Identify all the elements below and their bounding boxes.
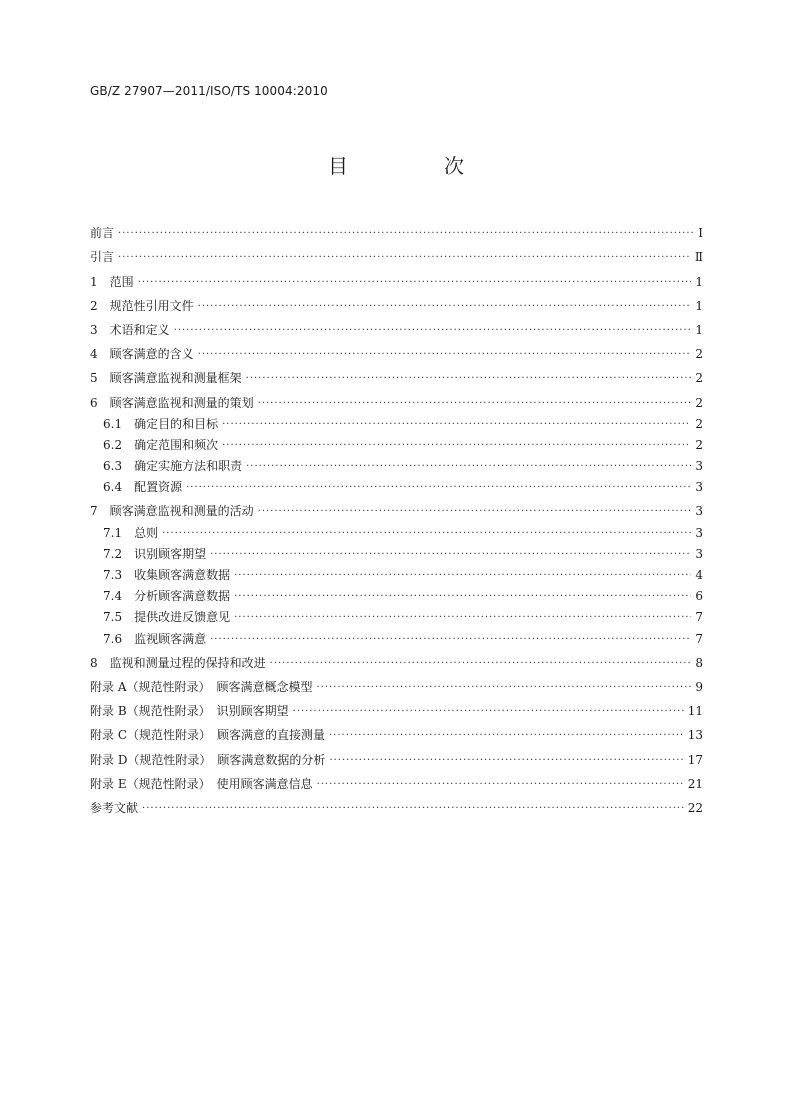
toc-entry[interactable] bbox=[90, 791, 703, 815]
toc-entry-label: 7.3 收集顾客满意数据 bbox=[103, 568, 231, 582]
toc-leader-dots bbox=[210, 634, 691, 646]
toc-entry[interactable] bbox=[90, 603, 703, 624]
toc-entry[interactable] bbox=[90, 670, 703, 694]
toc-entry[interactable] bbox=[90, 742, 703, 766]
toc-leader-dots bbox=[118, 228, 694, 240]
toc-entry-label: 7.6 监视顾客满意 bbox=[103, 631, 207, 646]
toc-entry-page: 7 bbox=[695, 610, 703, 625]
toc-entry-page: 2 bbox=[695, 371, 703, 386]
toc-entry-label: 6.1 确定目的和目标 bbox=[103, 416, 219, 431]
toc-leader-dots bbox=[246, 461, 691, 473]
toc-leader-dots bbox=[329, 730, 684, 742]
toc-leader-dots bbox=[142, 803, 684, 815]
toc-entry-page: 21 bbox=[687, 776, 703, 791]
toc-entry-label: 7 顾客满意监视和测量的活动 bbox=[90, 504, 254, 519]
toc-entry-page: 3 bbox=[695, 525, 703, 540]
toc-entry-page: 2 bbox=[695, 437, 703, 452]
toc-entry-label: 8 监视和测量过程的保持和改进 bbox=[90, 655, 266, 670]
toc-entry-page: Ⅱ bbox=[694, 250, 703, 265]
toc-entry-page: 4 bbox=[695, 568, 703, 582]
toc-entry[interactable] bbox=[90, 240, 703, 264]
toc-entry-page: 17 bbox=[687, 752, 703, 767]
toc-entry-page: 1 bbox=[695, 322, 703, 337]
toc-entry-page: 2 bbox=[695, 347, 703, 362]
toc-entry-page: Ⅰ bbox=[698, 226, 703, 241]
toc-entry[interactable] bbox=[90, 431, 703, 452]
toc-entry[interactable] bbox=[90, 561, 703, 582]
toc-entry-label: 参考文献 bbox=[90, 800, 139, 815]
document-header: GB/Z 27907—2011/ISO/TS 10004:2010 bbox=[90, 84, 328, 98]
toc-entry[interactable] bbox=[90, 694, 703, 718]
toc-entry-page: 3 bbox=[695, 480, 703, 495]
toc-entry-page: 11 bbox=[687, 704, 703, 719]
toc-entry-label: 7.5 提供改进反馈意见 bbox=[103, 610, 231, 625]
toc-leader-dots bbox=[222, 440, 691, 452]
toc-entry-label: 6.3 确定实施方法和职责 bbox=[103, 459, 243, 474]
toc-entry-label: 附录 B（规范性附录） 识别顾客期望 bbox=[90, 704, 289, 719]
toc-entry-label: 引言 bbox=[90, 250, 115, 265]
toc-leader-dots bbox=[316, 682, 691, 694]
toc-entry-page: 2 bbox=[695, 416, 703, 431]
toc-entry[interactable] bbox=[90, 216, 703, 240]
toc-leader-dots bbox=[270, 658, 692, 670]
toc-leader-dots bbox=[258, 398, 692, 410]
toc-entry-label: 附录 E（规范性附录） 使用顾客满意信息 bbox=[90, 776, 313, 791]
toc-leader-dots bbox=[234, 591, 691, 603]
toc-leader-dots bbox=[234, 612, 691, 624]
toc-entry[interactable] bbox=[90, 289, 703, 313]
toc-entry-page: 6 bbox=[695, 589, 703, 604]
toc-entry-label: 2 规范性引用文件 bbox=[90, 298, 194, 313]
page-title bbox=[0, 150, 792, 179]
toc-entry-label: 5 顾客满意监视和测量框架 bbox=[90, 371, 242, 386]
toc-entry[interactable] bbox=[90, 452, 703, 473]
toc-entry-label: 6.4 配置资源 bbox=[103, 480, 183, 495]
toc-entry[interactable] bbox=[90, 313, 703, 337]
toc-entry[interactable] bbox=[90, 337, 703, 361]
toc-entry-label: 4 顾客满意的含义 bbox=[90, 347, 194, 362]
table-of-contents bbox=[90, 216, 703, 815]
toc-entry-label: 3 术语和定义 bbox=[90, 322, 170, 337]
toc-leader-dots bbox=[118, 252, 691, 264]
toc-entry[interactable] bbox=[90, 494, 703, 518]
toc-leader-dots bbox=[186, 482, 691, 494]
toc-entry-label: 6 顾客满意监视和测量的策划 bbox=[90, 395, 254, 410]
toc-leader-dots bbox=[162, 528, 691, 540]
toc-leader-dots bbox=[246, 373, 692, 385]
toc-entry[interactable] bbox=[90, 264, 703, 288]
toc-entry-label: 前言 bbox=[90, 226, 115, 241]
toc-entry-page: 1 bbox=[695, 274, 703, 289]
toc-entry-label: 7.4 分析顾客满意数据 bbox=[103, 589, 231, 604]
toc-leader-dots bbox=[198, 349, 692, 361]
toc-entry-page: 7 bbox=[695, 631, 703, 646]
toc-entry-label: 附录 A（规范性附录） 顾客满意概念模型 bbox=[90, 679, 313, 694]
toc-entry[interactable] bbox=[90, 385, 703, 409]
toc-entry-page: 3 bbox=[695, 459, 703, 474]
toc-entry[interactable] bbox=[90, 582, 703, 603]
toc-leader-dots bbox=[198, 301, 692, 313]
toc-entry-page: 3 bbox=[695, 546, 703, 561]
toc-entry-page: 13 bbox=[687, 728, 703, 743]
toc-entry[interactable] bbox=[90, 767, 703, 791]
toc-entry[interactable] bbox=[90, 624, 703, 645]
toc-entry[interactable] bbox=[90, 718, 703, 742]
toc-entry-page: 22 bbox=[687, 800, 703, 815]
toc-leader-dots bbox=[329, 755, 683, 767]
toc-leader-dots bbox=[222, 419, 691, 431]
toc-entry[interactable] bbox=[90, 540, 703, 561]
toc-entry[interactable] bbox=[90, 518, 703, 539]
toc-entry[interactable] bbox=[90, 473, 703, 494]
toc-entry-label: 附录 C（规范性附录） 顾客满意的直接测量 bbox=[90, 728, 325, 743]
toc-entry-label: 7.2 识别顾客期望 bbox=[103, 546, 207, 561]
toc-leader-dots bbox=[317, 779, 684, 791]
toc-entry-label: 7.1 总则 bbox=[103, 525, 159, 540]
toc-entry-page: 8 bbox=[695, 655, 703, 670]
toc-leader-dots bbox=[258, 506, 692, 518]
toc-entry-label: 6.2 确定范围和频次 bbox=[103, 437, 219, 452]
toc-leader-dots bbox=[293, 706, 684, 718]
page-title-text: 目 次 bbox=[328, 154, 502, 178]
toc-entry-label: 1 范围 bbox=[90, 274, 134, 289]
toc-entry[interactable] bbox=[90, 361, 703, 385]
toc-entry-page: 9 bbox=[695, 679, 703, 694]
toc-leader-dots bbox=[234, 570, 691, 582]
toc-leader-dots bbox=[210, 549, 691, 561]
toc-entry[interactable] bbox=[90, 410, 703, 431]
toc-entry-page: 2 bbox=[695, 395, 703, 410]
toc-entry-page: 3 bbox=[695, 504, 703, 519]
toc-entry[interactable] bbox=[90, 646, 703, 670]
toc-entry-label: 附录 D（规范性附录） 顾客满意数据的分析 bbox=[90, 752, 326, 767]
toc-entry-page: 1 bbox=[695, 298, 703, 313]
toc-leader-dots bbox=[138, 277, 692, 289]
toc-leader-dots bbox=[174, 325, 692, 337]
